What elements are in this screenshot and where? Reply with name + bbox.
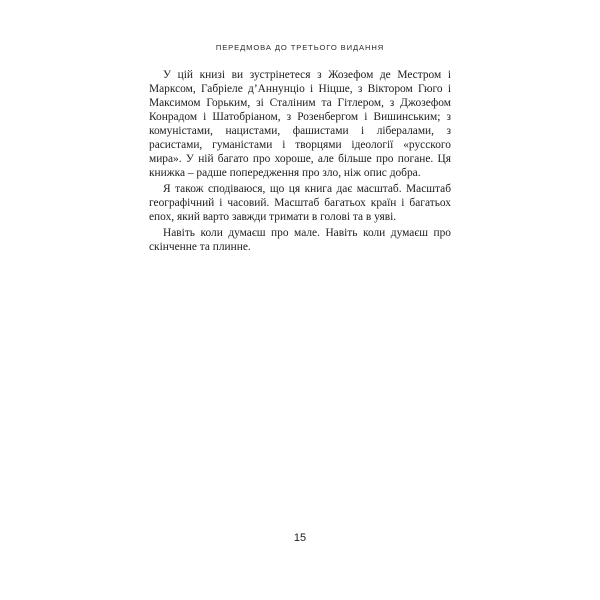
page-number: 15 bbox=[293, 532, 307, 544]
body-text bbox=[149, 68, 451, 256]
paragraph: У цій книзі ви зустрінетеся з Жозефом де Местром і Марксом, Габріеле д’Аннунціо і Ніцше, з Віктором Гюго і Максимом Горьким, зі Сталіним та Гітлером, з Джозефом Конрадом і Шатобріаном, з Розенбергом і Вишинським; з комуністами, нацистами, фашистами і лібералами, з расистами, гуманістами і творцями ідеології «русского мира». У ній багато про хороше, але більше про погане. Ця книжка – радше попередження про зло, ніж опис добра. bbox=[149, 69, 451, 179]
running-head: ПЕРЕДМОВА ДО ТРЕТЬОГО ВИДАННЯ bbox=[215, 43, 385, 52]
paragraph: Я також сподіваюся, що ця книга дає масштаб. Масштаб географічний і часовий. Масштаб багатьох країн і багатьох епох, який варто завжди тримати в голові та в уяві. bbox=[149, 183, 451, 223]
paragraph: Навіть коли думаєш про мале. Навіть коли думаєш про скінченне та плинне. bbox=[149, 227, 451, 253]
